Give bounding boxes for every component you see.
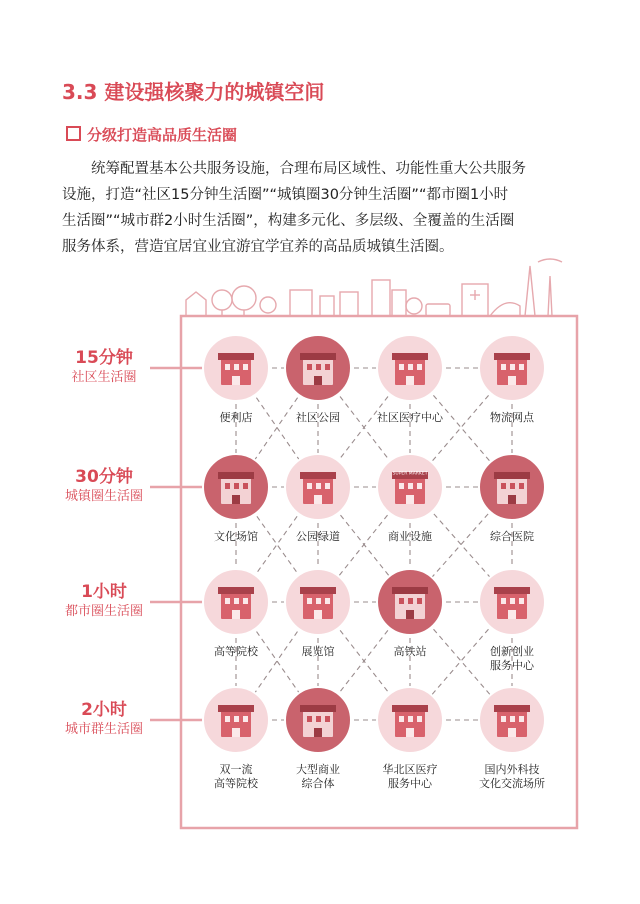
node-label-line: 文化交流场所: [479, 777, 545, 790]
level-label: [44, 699, 164, 739]
greenway-icon: [285, 454, 351, 520]
node-label-line: 社区医疗中心: [377, 411, 443, 424]
top-university-icon: [203, 687, 269, 753]
node-label-line: 高等院校: [214, 777, 258, 790]
node-label-line: 大型商业: [296, 763, 340, 776]
node-label-line: 双一流: [219, 763, 253, 776]
node-label: [457, 645, 567, 673]
paragraph-line: 统筹配置基本公共服务设施，合理布局区域性、功能性重大公共服务: [91, 161, 526, 177]
node-label-line: 华北区医疗: [382, 763, 438, 776]
level-time: 1小时: [81, 582, 127, 602]
section-title: 3.3 建设强核聚力的城镇空间: [62, 80, 325, 104]
node-label-line: 社区公园: [296, 411, 340, 424]
node-label-line: 物流网点: [490, 411, 534, 424]
node-label-line: 展览馆: [301, 645, 335, 658]
level-label: [44, 581, 164, 621]
supermarket-icon: [377, 454, 443, 520]
node-label-line: 综合体: [301, 777, 335, 790]
level-name: 都市圈生活圈: [64, 604, 143, 619]
node-label: [355, 645, 465, 659]
node-label-line: 国内外科技: [484, 763, 540, 776]
subsection-title-text: 分级打造高品质生活圈: [87, 126, 238, 144]
node-label: [355, 411, 465, 425]
store-icon: [203, 335, 269, 401]
hospital-icon: [479, 454, 545, 520]
node-label: [355, 763, 465, 791]
exhibition-icon: [285, 569, 351, 635]
culture-hall-icon: [203, 454, 269, 520]
node-label-line: 公园绿道: [296, 530, 340, 543]
node-label: [355, 530, 465, 544]
node-label-line: 创新创业: [490, 645, 534, 658]
node-label: [457, 763, 567, 791]
level-label: [44, 466, 164, 506]
level-time: 2小时: [81, 700, 127, 720]
paragraph-line: 服务体系，营造宜居宜业宜游宜学宜养的高品质城镇生活圈。: [62, 239, 454, 255]
paragraph-line: 生活圈”“城市群2小时生活圈”，构建多元化、多层级、全覆盖的生活圈: [62, 213, 515, 229]
medical-center-icon: [377, 687, 443, 753]
clinic-icon: [377, 335, 443, 401]
level-label: [44, 347, 164, 387]
park-icon: [285, 335, 351, 401]
mall-icon: [285, 687, 351, 753]
supermarket-sign: SUPER MARKET: [392, 471, 428, 477]
innovation-center-icon: [479, 569, 545, 635]
node-label-line: 服务中心: [490, 659, 534, 672]
level-time: 30分钟: [75, 467, 133, 487]
truck-icon: [479, 335, 545, 401]
node-label-line: 文化场馆: [214, 530, 258, 543]
level-time: 15分钟: [75, 348, 133, 368]
node-label-line: 高铁站: [393, 645, 427, 658]
node-label-line: 综合医院: [490, 530, 534, 543]
node-label: [457, 411, 567, 425]
city-skyline-illustration: [186, 259, 562, 316]
train-station-icon: [377, 569, 443, 635]
node-label-line: 高等院校: [214, 645, 258, 658]
university-icon: [203, 569, 269, 635]
node-label-line: 服务中心: [388, 777, 432, 790]
level-name: 社区生活圈: [71, 370, 137, 385]
node-label-line: 商业设施: [388, 530, 432, 543]
paragraph-line: 设施，打造“社区15分钟生活圈”“城镇圈30分钟生活圈”“都市圈1小时: [62, 187, 509, 203]
level-name: 城市群生活圈: [64, 722, 143, 737]
level-name: 城镇圈生活圈: [64, 489, 143, 504]
node-label: [457, 530, 567, 544]
skyline-icon: [479, 687, 545, 753]
node-label-line: 便利店: [219, 411, 253, 424]
